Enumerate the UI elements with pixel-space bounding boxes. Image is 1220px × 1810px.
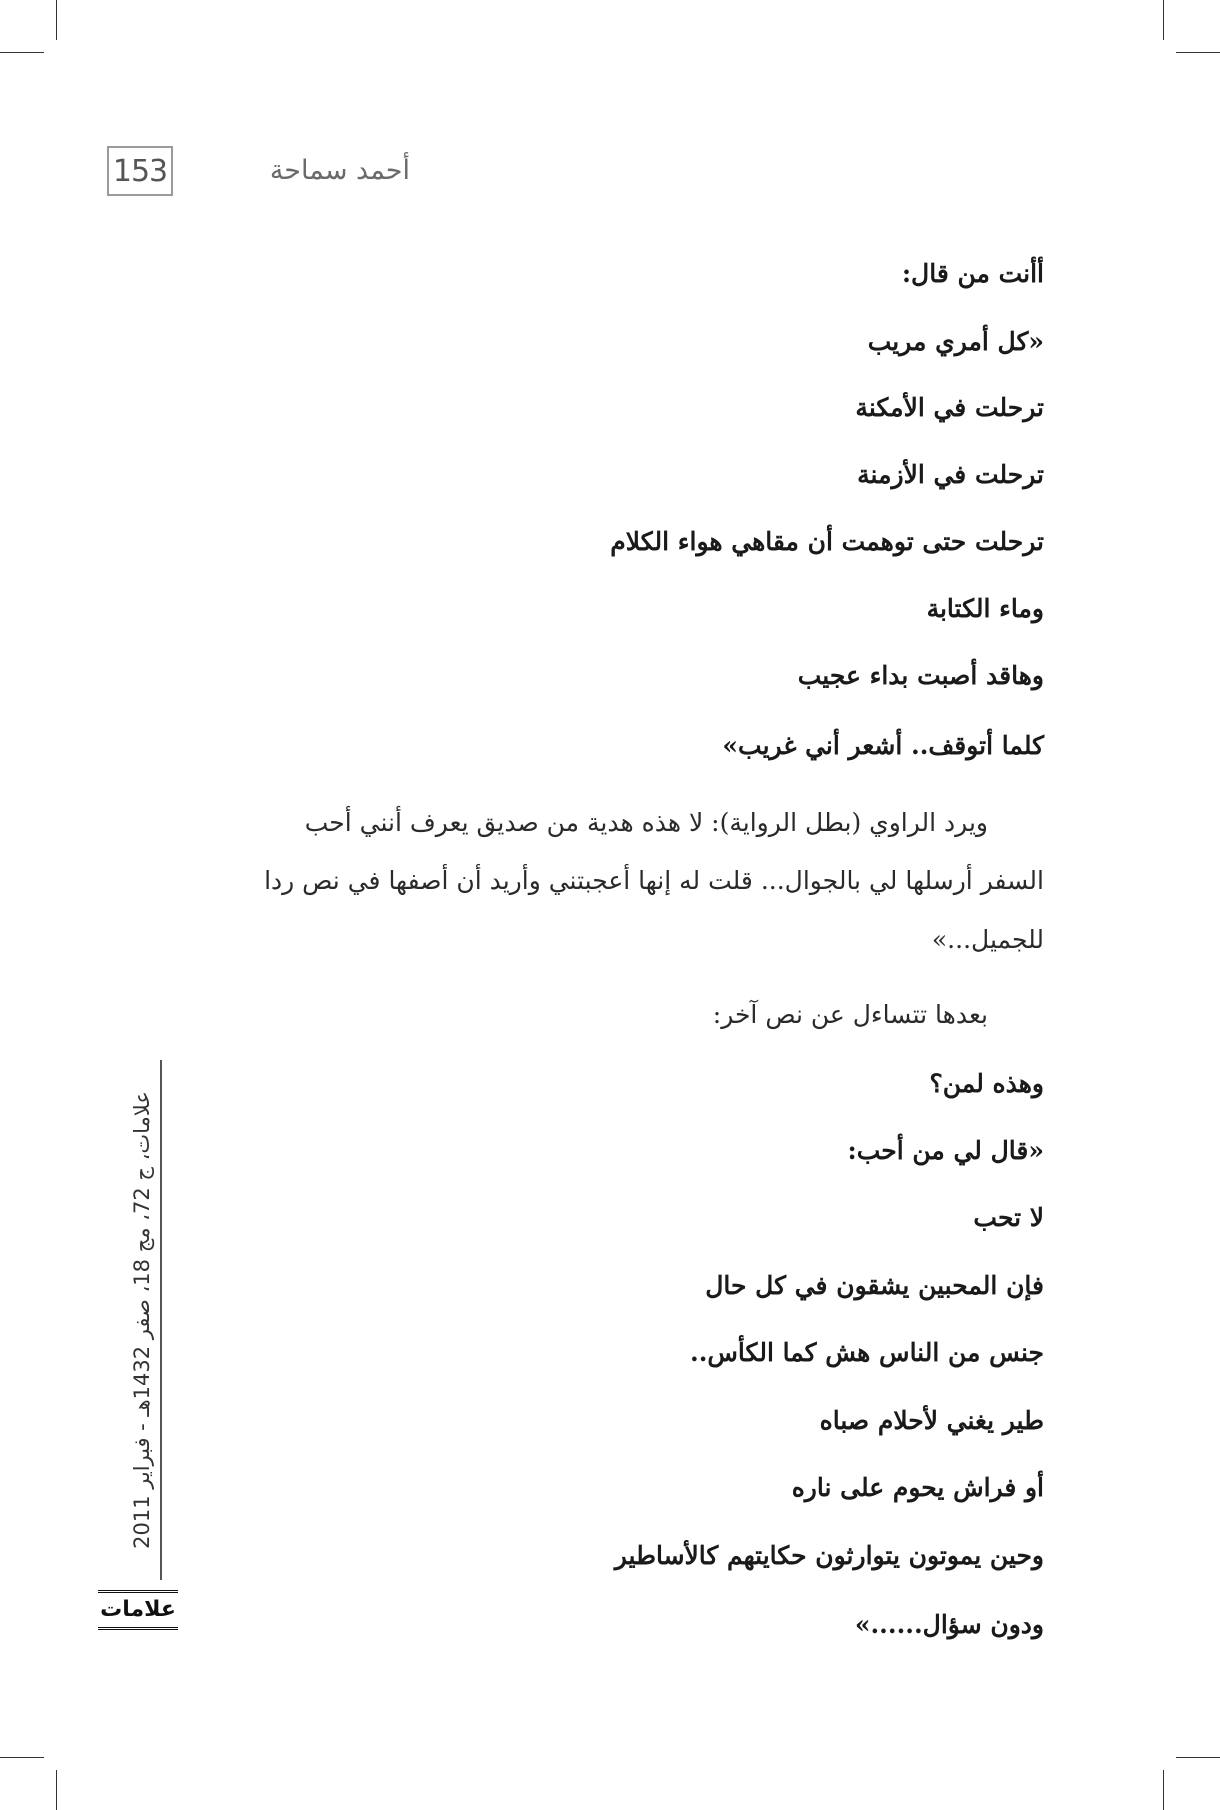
- verse-line: وهذه لمن؟: [929, 1069, 1044, 1098]
- prose-line: للجميل...»: [931, 925, 1044, 954]
- verse-line: أأنت من قال:: [901, 259, 1044, 288]
- verse-line: فإن المحبين يشقون في كل حال: [705, 1271, 1044, 1300]
- crop-mark: [56, 0, 57, 40]
- prose-line: السفر أرسلها لي بالجوال... قلت له إنها أعجبتني وأريد أن أصفها في نص ردا: [264, 866, 1044, 895]
- verse-line: لا تحب: [973, 1203, 1044, 1232]
- verse-line: أو فراش يحوم على ناره: [791, 1473, 1044, 1502]
- verse-line: كلما أتوقف.. أشعر أني غريب»: [722, 731, 1044, 760]
- journal-caption-strip: [122, 1040, 162, 1600]
- crop-mark: [0, 52, 44, 53]
- journal-logo: علامات: [98, 1590, 178, 1630]
- crop-mark: [1163, 0, 1164, 40]
- crop-mark: [0, 1757, 44, 1758]
- prose-line: بعدها تتساءل عن نص آخر:: [712, 1000, 988, 1029]
- verse-line: ترحلت في الأمكنة: [855, 393, 1044, 422]
- verse-line: طير يغني لأحلام صباه: [819, 1406, 1044, 1435]
- verse-line: وماء الكتابة: [926, 594, 1044, 623]
- verse-line: وهاقد أصبت بداء عجيب: [797, 661, 1044, 690]
- verse-line: «كل أمري مريب: [867, 327, 1044, 356]
- crop-mark: [1163, 1770, 1164, 1810]
- sidebar-rule: [160, 1060, 162, 1580]
- prose-line: ويرد الراوي (بطل الرواية): لا هذه هدية من صديق يعرف أنني أحب: [304, 808, 988, 837]
- verse-line: ترحلت في الأزمنة: [857, 460, 1044, 489]
- crop-mark: [56, 1770, 57, 1810]
- verse-line: ترحلت حتى توهمت أن مقاهي هواء الكلام: [610, 527, 1044, 556]
- verse-line: ودون سؤال......»: [854, 1610, 1044, 1639]
- crop-mark: [1176, 52, 1220, 53]
- verse-line: جنس من الناس هش كما الكأس..: [690, 1338, 1044, 1367]
- journal-caption: علامات، ج 72، مج 18، صفر 1432هـ - فبراير 2011: [130, 1091, 154, 1549]
- running-head-author: أحمد سماحة: [269, 155, 410, 186]
- crop-mark: [1176, 1757, 1220, 1758]
- verse-line: «قال لي من أحب:: [847, 1136, 1044, 1165]
- page-number: 153: [107, 146, 173, 196]
- verse-line: وحين يموتون يتوارثون حكايتهم كالأساطير: [614, 1541, 1044, 1570]
